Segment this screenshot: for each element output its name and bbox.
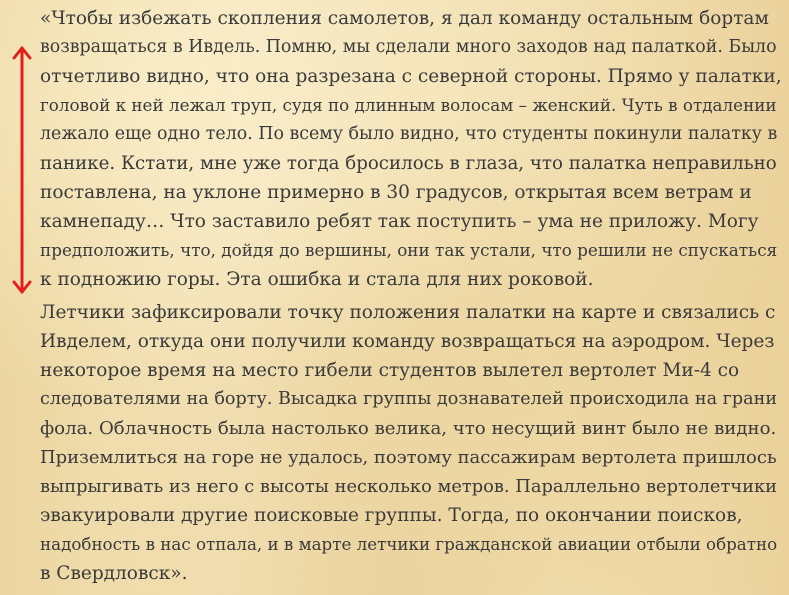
text-line: следователями на борту. Высадка группы дознавателей происходила на грани — [40, 389, 778, 409]
text-line: эвакуировали другие поисковые группы. Тогда, по окончании поисков, — [40, 505, 743, 526]
text-line: предположить, что, дойдя до вершины, они так устали, что решили не спускаться — [40, 240, 778, 260]
text-line: Летчики зафиксировали точку положения палатки на карте и связались с — [40, 302, 776, 323]
narrative-paragraph — [40, 298, 785, 588]
text-line: возвращаться в Ивдель. Помню, мы сделали много заходов над палаткой. Было — [40, 37, 777, 57]
text-line: Ивделем, откуда они получили команду возвращаться на аэродром. Через — [40, 331, 775, 352]
text-line: в Свердловск». — [40, 563, 188, 584]
text-line: головой к ней лежал труп, судя по длинным волосам – женский. Чуть в отдалении — [40, 95, 777, 115]
text-line: некоторое время на место гибели студентов вылетел вертолет Ми-4 со — [40, 360, 740, 381]
text-line: лежало еще одно тело. По всему было видно, что студенты покинули палатку в — [40, 124, 778, 144]
text-line: «Чтобы избежать скопления самолетов, я дал команду остальным бортам — [40, 8, 769, 29]
text-line: надобность в нас отпала, и в марте летчики гражданской авиации отбыли обратно — [40, 534, 778, 554]
text-line: фола. Облачность была настолько велика, что несущий винт было не видно. — [40, 418, 777, 439]
text-line: Приземлиться на горе не удалось, поэтому пассажирам вертолета пришлось — [40, 447, 777, 468]
text-line: выпрыгивать из него с высоты несколько метров. Параллельно вертолетчики — [40, 476, 778, 497]
double-arrow-icon — [10, 44, 34, 296]
text-line: отчетливо видно, что она разрезана с северной стороны. Прямо у палатки, — [40, 66, 782, 87]
text-line: камнепаду… Что заставило ребят так поступить – ума не приложу. Могу — [40, 211, 759, 232]
text-line: поставлена, на уклоне примерно в 30 градусов, открытая всем ветрам и — [40, 182, 752, 203]
quote-paragraph — [40, 4, 785, 294]
text-line: к подножию горы. Эта ошибка и стала для них роковой. — [40, 269, 594, 290]
text-line: панике. Кстати, мне уже тогда бросилось в глаза, что палатка неправильно — [40, 153, 777, 174]
